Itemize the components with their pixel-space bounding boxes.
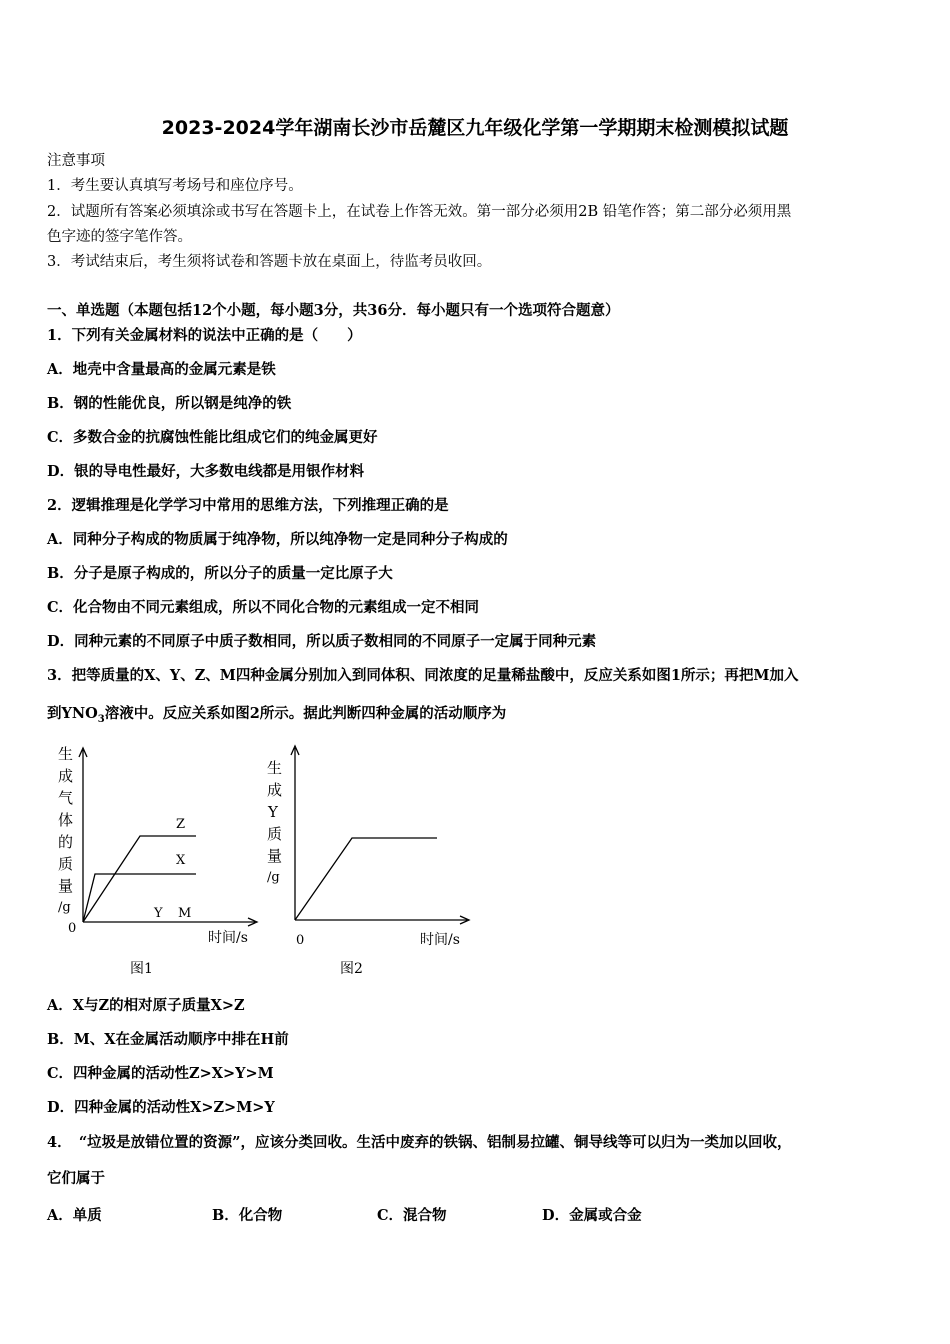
fig1-ylabel-char: 生 bbox=[58, 745, 74, 763]
options-row bbox=[47, 1204, 907, 1224]
question-stem: 2．逻辑推理是化学学习中常用的思维方法，下列推理正确的是 bbox=[47, 497, 449, 514]
figure-1 bbox=[50, 740, 270, 980]
fig2-xlabel: 时间/s bbox=[420, 932, 460, 948]
question-stem: 4． “垃圾是放错位置的资源”，应该分类回收。生活中废弃的铁锅、铝制易拉罐、铜导线等可以归为一类加以回收， bbox=[47, 1134, 792, 1151]
notice-item: 1．考生要认真填写考场号和座位序号。 bbox=[47, 178, 303, 194]
option-d[interactable]: D．四种金属的活动性X>Z>M>Y bbox=[47, 1099, 275, 1116]
fig1-ylabel-char: 量 bbox=[58, 877, 74, 895]
option-c[interactable]: C．化合物由不同元素组成，所以不同化合物的元素组成一定不相同 bbox=[47, 599, 480, 616]
question-stem: 1．下列有关金属材料的说法中正确的是（ ） bbox=[47, 327, 362, 344]
fig2-ylabel-char: 量 bbox=[267, 847, 283, 865]
fig2-ylabel-char: 成 bbox=[267, 781, 283, 799]
fig1-label-z: Z bbox=[176, 817, 186, 832]
fig1-label-y: Y bbox=[154, 906, 163, 921]
notice-item: 2．试题所有答案必须填涂或书写在答题卡上，在试卷上作答无效。第一部分必须用2B 铅笔作答；第二部分必须用黑 bbox=[47, 204, 792, 220]
fig1-label-x: X bbox=[176, 853, 186, 868]
fig1-origin: 0 bbox=[68, 921, 77, 936]
fig1-ylabel-char: 成 bbox=[58, 767, 74, 785]
fig1-ylabel-char: 质 bbox=[58, 855, 74, 873]
section-heading: 一、单选题（本题包括12个小题，每小题3分，共36分．每小题只有一个选项符合题意） bbox=[47, 302, 620, 319]
fig2-ylabel-char: /g bbox=[267, 870, 280, 885]
option-a[interactable]: A．X与Z的相对原子质量X>Z bbox=[47, 997, 245, 1014]
fig2-line bbox=[295, 838, 437, 920]
option-c[interactable]: C．四种金属的活动性Z>X>Y>M bbox=[47, 1065, 274, 1082]
figure-2 bbox=[262, 740, 482, 980]
option-d[interactable]: D．银的导电性最好，大多数电线都是用银作材料 bbox=[47, 463, 365, 480]
fig1-ylabel-char: 体 bbox=[58, 811, 74, 829]
option-c[interactable]: C．混合物 bbox=[377, 1207, 447, 1224]
fig1-ylabel-char: 的 bbox=[58, 833, 74, 851]
option-b[interactable]: B．分子是原子构成的，所以分子的质量一定比原子大 bbox=[47, 565, 393, 582]
option-c[interactable]: C．多数合金的抗腐蚀性能比组成它们的纯金属更好 bbox=[47, 429, 378, 446]
fig2-caption: 图2 bbox=[340, 961, 363, 977]
fig2-ylabel-char: 质 bbox=[267, 825, 283, 843]
fig1-caption: 图1 bbox=[130, 961, 153, 977]
fig1-ylabel-char: /g bbox=[58, 900, 71, 915]
option-b[interactable]: B．钢的性能优良，所以钢是纯净的铁 bbox=[47, 395, 292, 412]
notice-item: 色字迹的签字笔作答。 bbox=[47, 229, 192, 245]
option-b[interactable]: B．M、X在金属活动顺序中排在H前 bbox=[47, 1031, 289, 1048]
option-a[interactable]: A．单质 bbox=[47, 1207, 102, 1224]
option-a[interactable]: A．地壳中含量最高的金属元素是铁 bbox=[47, 361, 276, 378]
fig1-label-m: M bbox=[178, 906, 192, 921]
question-stem-cont: 到$YNO_3$溶液中。反应关系如图2所示。据此判断四种金属的活动顺序为 bbox=[47, 705, 507, 725]
fig1-xlabel: 时间/s bbox=[208, 930, 248, 946]
fig1-ylabel-char: 气 bbox=[58, 789, 74, 807]
option-b[interactable]: B．化合物 bbox=[212, 1207, 283, 1224]
fig2-ylabel-char: Y bbox=[268, 803, 278, 821]
fig2-ylabel-char: 生 bbox=[267, 759, 283, 777]
notice-item: 3．考试结束后，考生须将试卷和答题卡放在桌面上，待监考员收回。 bbox=[47, 254, 492, 270]
fig2-origin: 0 bbox=[296, 933, 305, 948]
option-a[interactable]: A．同种分子构成的物质属于纯净物，所以纯净物一定是同种分子构成的 bbox=[47, 531, 508, 548]
option-d[interactable]: D．金属或合金 bbox=[542, 1207, 642, 1224]
question-stem-cont: 它们属于 bbox=[47, 1170, 105, 1187]
notice-heading: 注意事项 bbox=[47, 153, 105, 169]
option-d[interactable]: D．同种元素的不同原子中质子数相同，所以质子数相同的不同原子一定属于同种元素 bbox=[47, 633, 597, 650]
page-title: 2023-2024学年湖南长沙市岳麓区九年级化学第一学期期末检测模拟试题 bbox=[161, 117, 789, 139]
question-stem: 3．把等质量的X、Y、Z、M四种金属分别加入到同体积、同浓度的足量稀盐酸中，反应关系如图1所示；再把M加入 bbox=[47, 667, 799, 684]
